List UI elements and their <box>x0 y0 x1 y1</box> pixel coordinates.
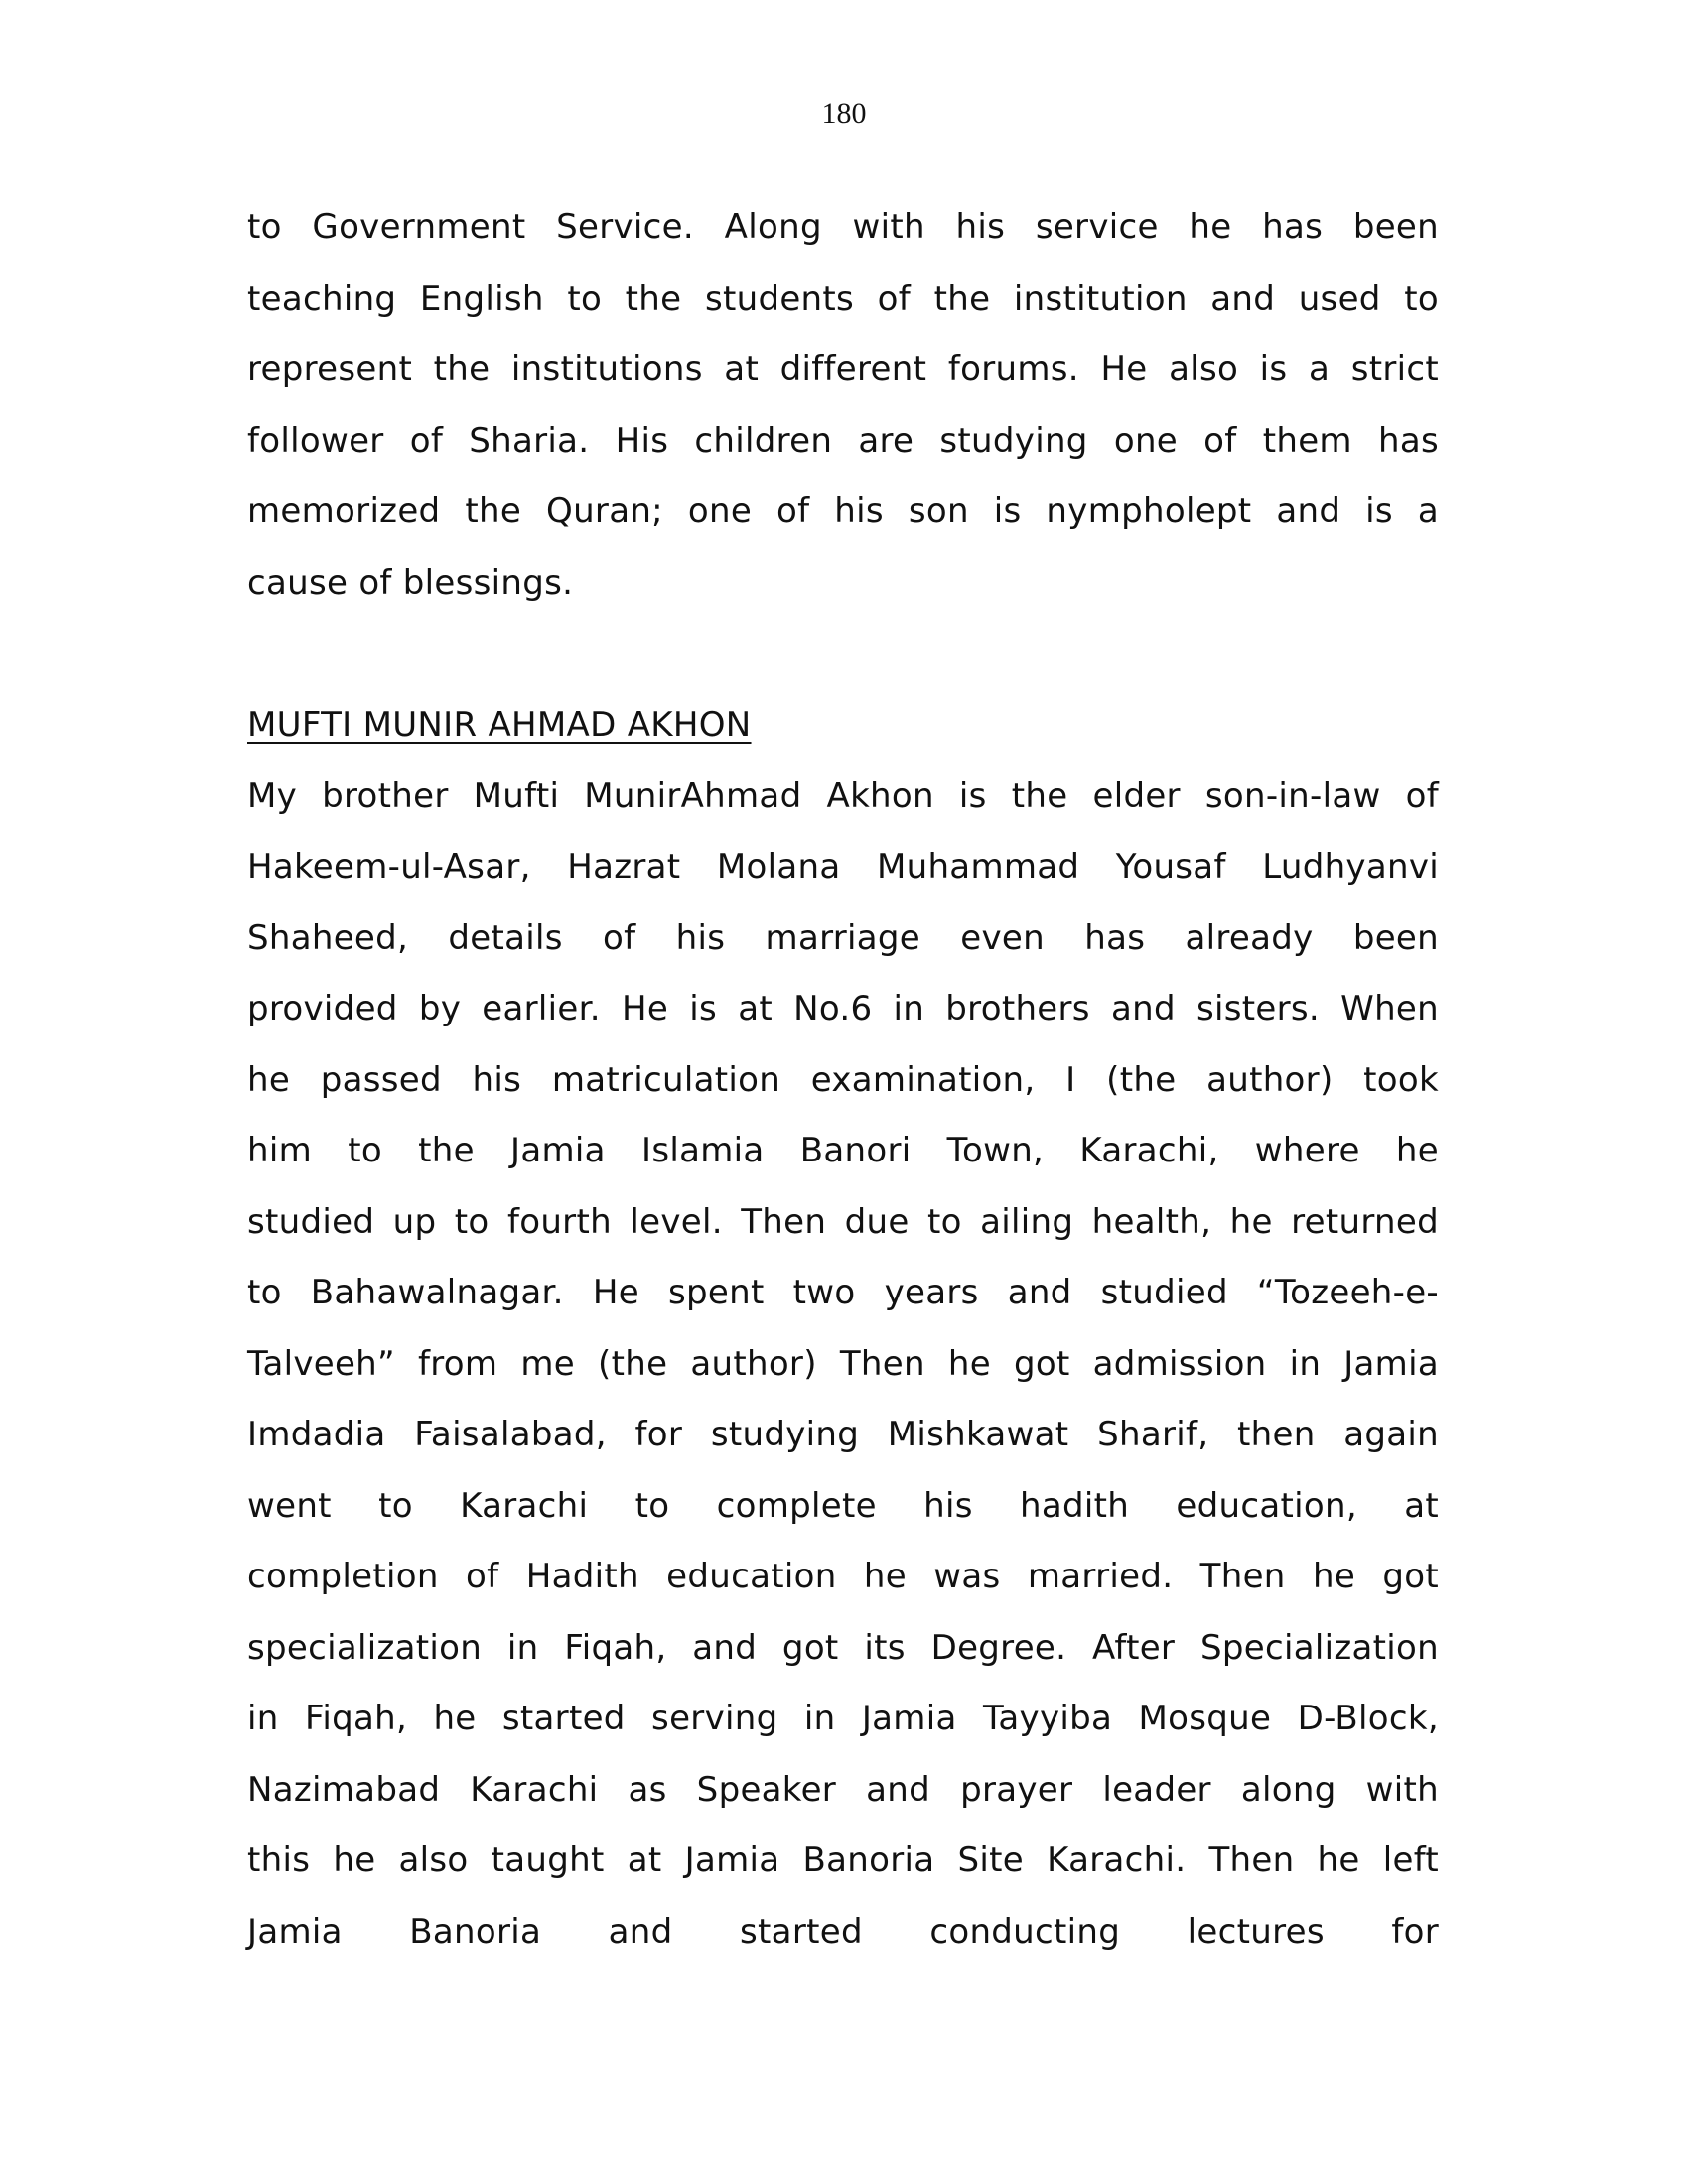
text-line: went to Karachi to complete his hadith education, at <box>247 1485 1439 1526</box>
text-line: in Fiqah, he started serving in Jamia Tayyiba Mosque D-Block, <box>247 1699 1439 1738</box>
text-line: Hakeem-ul-Asar, Hazrat Molana Muhammad Yousaf Ludhyanvi <box>247 847 1439 887</box>
text-line: represent the institutions at different forums. He also is a strict <box>247 349 1439 389</box>
paragraph-gap <box>247 618 1439 690</box>
text-line: he passed his matriculation examination, I (the author) took <box>247 1059 1439 1100</box>
page-body <box>247 193 1439 1968</box>
page-number: 180 <box>821 97 867 130</box>
text-line: Nazimabad Karachi as Speaker and prayer leader along with <box>247 1769 1439 1810</box>
text-line: Imdadia Faisalabad, for studying Mishkawat Sharif, then again <box>247 1415 1439 1454</box>
section-heading: MUFTI MUNIR AHMAD AKHON <box>247 705 752 745</box>
text-line: to Government Service. Along with his service he has been <box>247 207 1439 247</box>
section-paragraph <box>247 761 1439 1969</box>
text-line: provided by earlier. He is at No.6 in brothers and sisters. When <box>247 989 1439 1028</box>
text-line: follower of Sharia. His children are studying one of them has <box>247 420 1439 461</box>
text-line: him to the Jamia Islamia Banori Town, Karachi, where he <box>247 1131 1439 1170</box>
text-line: completion of Hadith education he was married. Then he got <box>247 1557 1439 1596</box>
text-line: this he also taught at Jamia Banoria Site Karachi. Then he left <box>247 1841 1439 1880</box>
intro-paragraph <box>247 193 1439 618</box>
text-line: teaching English to the students of the institution and used to <box>247 278 1439 319</box>
text-line: to Bahawalnagar. He spent two years and studied “Tozeeh-e- <box>247 1273 1439 1312</box>
text-line: studied up to fourth level. Then due to ailing health, he returned <box>247 1201 1439 1242</box>
text-line: Shaheed, details of his marriage even has already been <box>247 917 1439 958</box>
text-line: cause of blessings. <box>247 562 574 603</box>
text-line: My brother Mufti MunirAhmad Akhon is the elder son-in-law of <box>247 775 1439 816</box>
text-line: Jamia Banoria and started conducting lectures for <box>247 1911 1439 1952</box>
text-line: specialization in Fiqah, and got its Degree. After Specialization <box>247 1627 1439 1668</box>
text-line: Talveeh” from me (the author) Then he got admission in Jamia <box>247 1343 1439 1384</box>
text-line: memorized the Quran; one of his son is nympholept and is a <box>247 491 1439 531</box>
